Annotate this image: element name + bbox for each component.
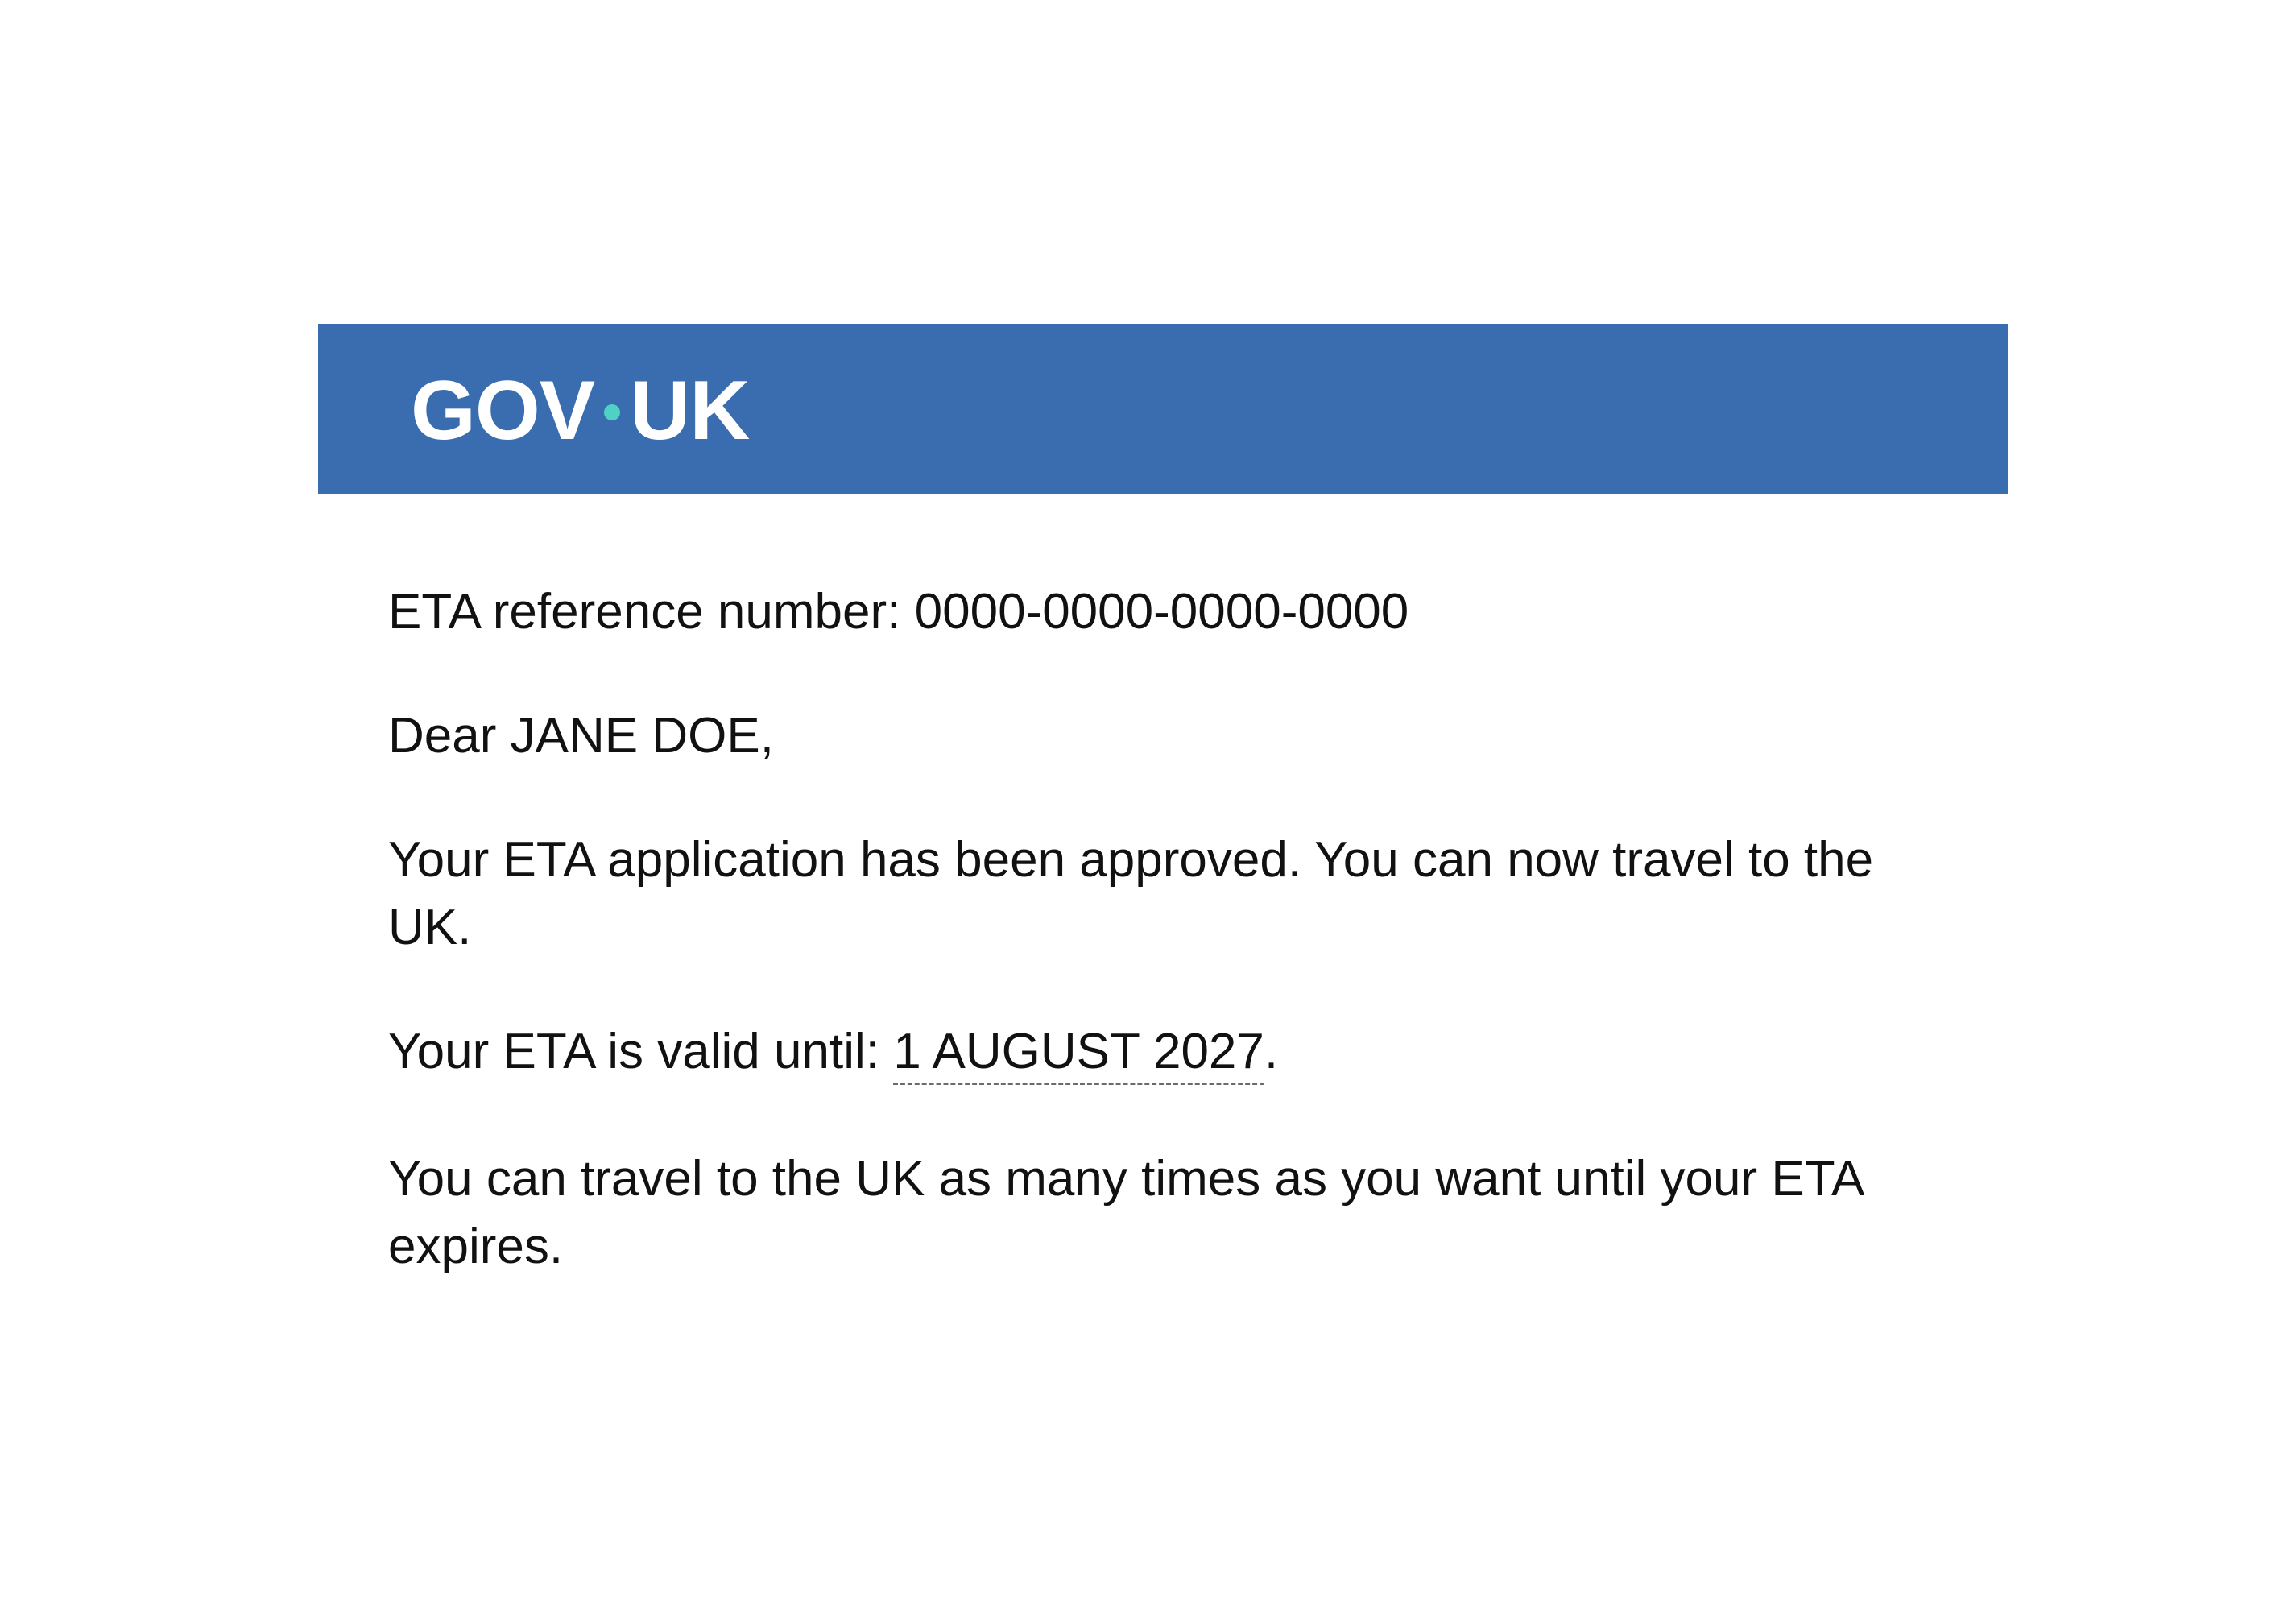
- validity-line: [388, 1018, 1278, 1086]
- logo-dot-icon: [604, 404, 620, 420]
- validity-label: Your ETA is valid until:: [388, 1024, 879, 1079]
- recipient-name: JANE DOE: [510, 708, 760, 764]
- validity-date[interactable]: 1 AUGUST 2027: [893, 1024, 1264, 1085]
- travel-message: You can travel to the UK as many times as you want until your ETA expires.: [388, 1151, 1862, 1274]
- reference-number: 0000-0000-0000-0000: [914, 584, 1409, 640]
- govuk-logo[interactable]: [411, 364, 750, 458]
- greeting-suffix: ,: [759, 708, 774, 764]
- approval-message: Your ETA application has been approved. You can now travel to the UK.: [388, 832, 1874, 955]
- logo-text-uk: UK: [630, 364, 750, 458]
- greeting: [388, 702, 774, 770]
- reference-label: ETA reference number:: [388, 584, 901, 640]
- greeting-prefix: Dear: [388, 708, 497, 764]
- reference-line: [388, 578, 1409, 646]
- validity-suffix: .: [1264, 1024, 1279, 1079]
- logo-text-gov: GOV: [411, 364, 595, 458]
- govuk-header: [318, 324, 2008, 494]
